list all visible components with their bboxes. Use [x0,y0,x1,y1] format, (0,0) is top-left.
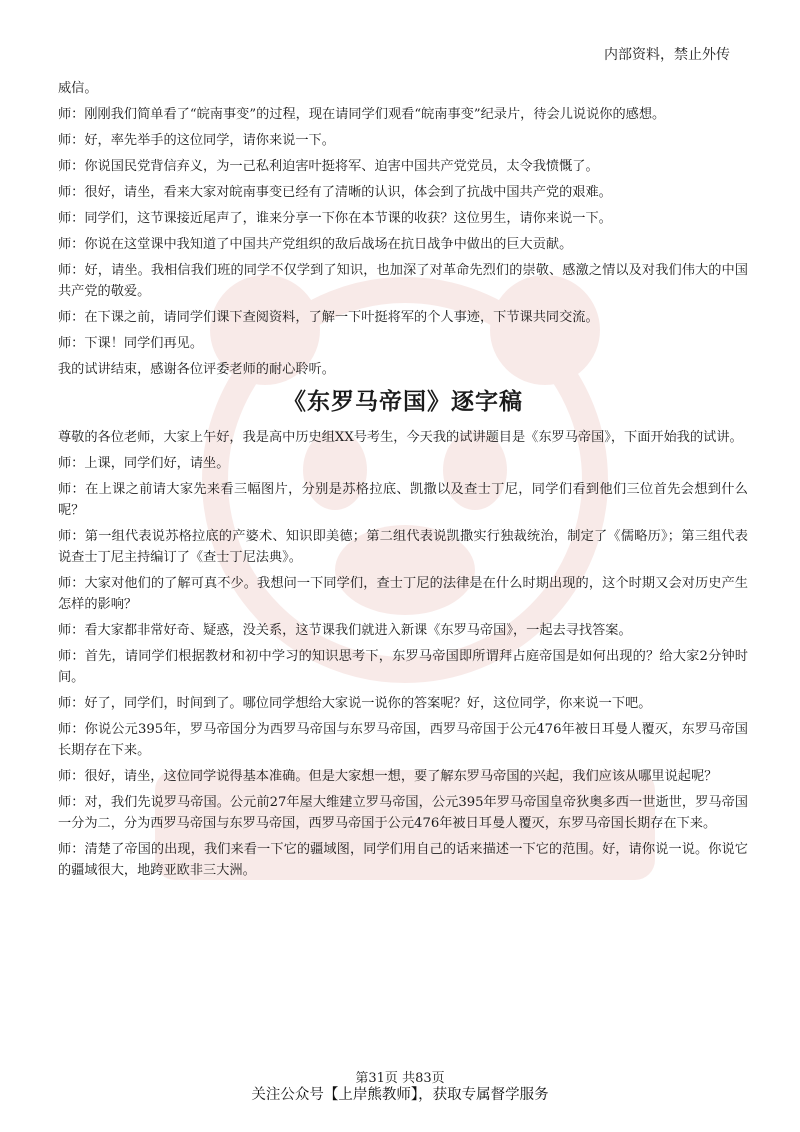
paragraph: 尊敬的各位老师，大家上午好，我是高中历史组XX号考生，今天我的试讲题目是《东罗马帝国》，下面开始我的试讲。 [58,430,743,445]
confidential-note: 内部资料，禁止外传 [604,47,730,63]
paragraph: 师：清楚了帝国的出现，我们来看一下它的疆域图，同学们用自己的话来描述一下它的范围。好，请你说一说。你说它的疆域很大，地跨亚欧非三大洲。 [58,842,748,878]
paragraph: 师：下课！同学们再见。 [58,336,204,351]
document-title: 《东罗马帝国》逐字稿 [283,389,523,415]
paragraph: 师：好，请坐。我相信我们班的同学不仅学到了知识，也加深了对革命先烈们的崇敬、感激之情以及对我们伟大的中国共产党的敬爱。 [58,263,748,299]
document-body [58,78,748,886]
paragraph: 师：看大家都非常好奇、疑惑，没关系，这节课我们就进入新课《东罗马帝国》，一起去寻找答案。 [58,623,632,638]
paragraph: 师：好了，同学们，时间到了。哪位同学想给大家说一说你的答案呢？好，这位同学，你来说一下吧。 [58,696,652,711]
paragraph: 师：首先，请同学们根据教材和初中学习的知识思考下，东罗马帝国即所谓拜占庭帝国是如何出现的？给大家2分钟时间。 [58,649,748,685]
paragraph: 师：刚刚我们简单看了“皖南事变”的过程，现在请同学们观看“皖南事变”纪录片，待会儿说说你的感想。 [58,107,666,122]
paragraph: 师：同学们，这节课接近尾声了，谁来分享一下你在本节课的收获？这位男生，请你来说一下。 [58,211,612,226]
paragraph: 威信。 [58,81,98,96]
paragraph: 师：在上课之前请大家先来看三幅图片，分别是苏格拉底、凯撒以及查士丁尼，同学们看到他们三位首先会想到什么呢？ [58,482,748,518]
paragraph: 师：你说公元395年，罗马帝国分为西罗马帝国与东罗马帝国，西罗马帝国于公元476年被日耳曼人覆灭，东罗马帝国长期存在下来。 [58,722,748,758]
paragraph: 师：第一组代表说苏格拉底的产婆术、知识即美德；第二组代表说凯撒实行独裁统治，制定了《儒略历》；第三组代表说查士丁尼主持编订了《查士丁尼法典》。 [58,529,748,565]
paragraph: 我的试讲结束，感谢各位评委老师的耐心聆听。 [58,362,335,377]
paragraph: 师：你说国民党背信弃义，为一己私利迫害叶挺将军、迫害中国共产党党员，太令我愤慨了。 [58,159,599,174]
footer-promo-note: 关注公众号【上岸熊教师】，获取专属督学服务 [251,1087,549,1103]
paragraph: 师：大家对他们的了解可真不少。我想问一下同学们，查士丁尼的法律是在什么时期出现的，这个时期又会对历史产生怎样的影响？ [58,576,748,612]
paragraph: 师：你说在这堂课中我知道了中国共产党组织的敌后战场在抗日战争中做出的巨大贡献。 [58,237,573,252]
paragraph: 师：很好，请坐，看来大家对皖南事变已经有了清晰的认识，体会到了抗战中国共产党的艰难。 [58,185,612,200]
paragraph: 师：很好，请坐，这位同学说得基本准确。但是大家想一想，要了解东罗马帝国的兴起，我们应该从哪里说起呢？ [58,769,718,784]
paragraph: 师：对，我们先说罗马帝国。公元前27年屋大维建立罗马帝国，公元395年罗马帝国皇帝狄奥多西一世逝世，罗马帝国一分为二，分为西罗马帝国与东罗马帝国，西罗马帝国于公元476年被日耳曼人覆灭，东罗马帝国长期存在下来。 [58,795,748,831]
paragraph: 师：好，率先举手的这位同学，请你来说一下。 [58,133,335,148]
page-number: 第31页 共83页 [355,1071,445,1086]
paragraph: 师：上课，同学们好，请坐。 [58,456,230,471]
paragraph: 师：在下课之前，请同学们课下查阅资料，了解一下叶挺将军的个人事迹，下节课共同交流。 [58,310,599,325]
